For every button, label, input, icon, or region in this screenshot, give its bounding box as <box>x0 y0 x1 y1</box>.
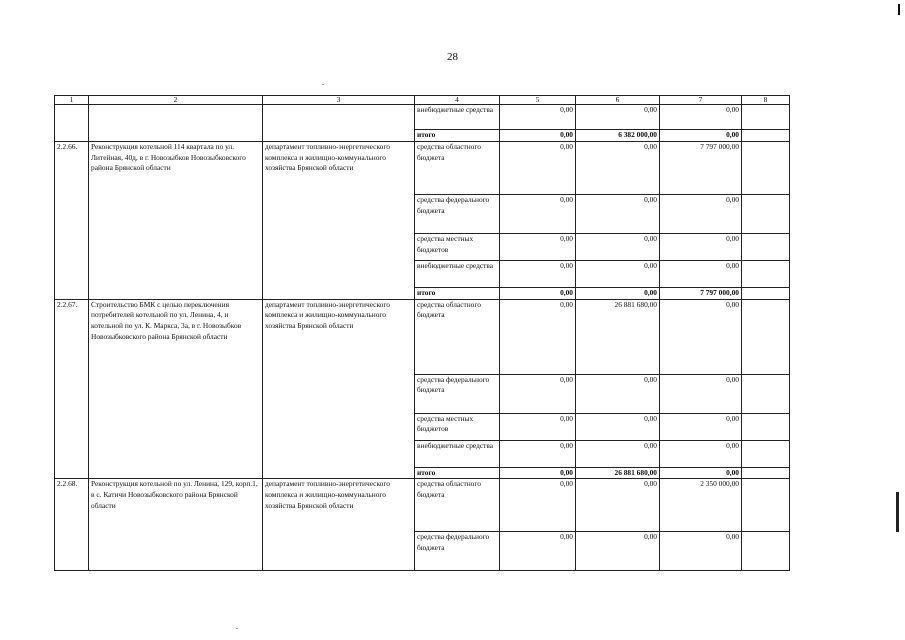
amount-col5: 0,00 <box>500 194 576 233</box>
amount-col5: 0,00 <box>500 413 576 440</box>
scan-edge-mark-lower <box>896 492 899 532</box>
column-number: 8 <box>742 96 790 105</box>
table-row <box>55 299 790 374</box>
column-number-row <box>55 96 790 105</box>
amount-col6: 26 881 680,00 <box>576 467 660 479</box>
amount-col7: 7 797 000,00 <box>660 287 742 299</box>
col8-cell <box>742 299 790 374</box>
amount-col6: 0,00 <box>576 233 660 260</box>
col8-cell <box>742 532 790 571</box>
amount-col7: 0,00 <box>660 105 742 130</box>
col8-cell <box>742 479 790 532</box>
col8-cell <box>742 141 790 194</box>
column-number: 1 <box>55 96 89 105</box>
amount-col6: 0,00 <box>576 532 660 571</box>
amount-col6: 0,00 <box>576 374 660 413</box>
amount-col5: 0,00 <box>500 141 576 194</box>
amount-col7: 0,00 <box>660 467 742 479</box>
funding-source: средства федерального бюджета <box>415 532 500 571</box>
item-number: 2.2.68. <box>55 479 89 571</box>
item-executor: департамент топливно-энергетического комплекса и жилищно-коммунального хозяйства Брянской области <box>263 141 415 299</box>
amount-col7: 0,00 <box>660 440 742 467</box>
table-row <box>55 105 790 130</box>
amount-col5: 0,00 <box>500 260 576 287</box>
amount-col6: 0,00 <box>576 260 660 287</box>
item-name: Строительство БМК с целью переключения потребителей котельной по ул. Ленина, 4, и котельной по ул. К. Маркса, 3а, в г. Новозыбков Новозыбковского района Брянской области <box>89 299 263 479</box>
amount-col7: 0,00 <box>660 413 742 440</box>
amount-col5: 0,00 <box>500 374 576 413</box>
funding-source: средства местных бюджетов <box>415 233 500 260</box>
funding-source: средства федерального бюджета <box>415 374 500 413</box>
funding-source: средства областного бюджета <box>415 479 500 532</box>
col8-cell <box>742 260 790 287</box>
scan-speck <box>322 84 324 85</box>
amount-col5: 0,00 <box>500 467 576 479</box>
table-row <box>55 141 790 194</box>
executor-cell <box>263 105 415 142</box>
col8-cell <box>742 467 790 479</box>
item-name: Реконструкция котельной 114 квартала по ул. Литейная, 40д, в г. Новозыбков Новозыбковского района Брянской области <box>89 141 263 299</box>
funding-source-total: итого <box>415 287 500 299</box>
column-number: 2 <box>89 96 263 105</box>
amount-col7: 0,00 <box>660 532 742 571</box>
item-number: 2.2.66. <box>55 141 89 299</box>
column-number: 4 <box>415 96 500 105</box>
funding-source: средства местных бюджетов <box>415 413 500 440</box>
col8-cell <box>742 440 790 467</box>
amount-col7: 0,00 <box>660 260 742 287</box>
amount-col6: 0,00 <box>576 440 660 467</box>
col8-cell <box>742 194 790 233</box>
funding-source: внебюджетные средства <box>415 440 500 467</box>
page-number: 28 <box>447 51 458 63</box>
amount-col6: 0,00 <box>576 105 660 130</box>
column-number: 6 <box>576 96 660 105</box>
column-number: 7 <box>660 96 742 105</box>
scan-edge-mark <box>898 4 900 15</box>
funding-source-total: итого <box>415 467 500 479</box>
amount-col5: 0,00 <box>500 440 576 467</box>
funding-source: внебюджетные средства <box>415 260 500 287</box>
col8-cell <box>742 130 790 142</box>
funding-source: средства областного бюджета <box>415 141 500 194</box>
col8-cell <box>742 287 790 299</box>
col8-cell <box>742 233 790 260</box>
col8-cell <box>742 105 790 130</box>
scan-speck <box>236 628 238 629</box>
amount-col7: 0,00 <box>660 299 742 374</box>
funding-source: средства областного бюджета <box>415 299 500 374</box>
amount-col7: 0,00 <box>660 233 742 260</box>
item-name: Реконструкция котельной по ул. Ленина, 129, корп.1, в с. Катичи Новозыбковского района Брянской области <box>89 479 263 571</box>
amount-col5: 0,00 <box>500 105 576 130</box>
col8-cell <box>742 413 790 440</box>
amount-col6: 26 881 680,00 <box>576 299 660 374</box>
amount-col7: 7 797 000,00 <box>660 141 742 194</box>
amount-col5: 0,00 <box>500 479 576 532</box>
column-number: 5 <box>500 96 576 105</box>
amount-col5: 0,00 <box>500 287 576 299</box>
funding-source: внебюджетные средства <box>415 105 500 130</box>
amount-col5: 0,00 <box>500 233 576 260</box>
item-executor: департамент топливно-энергетического комплекса и жилищно-коммунального хозяйства Брянской области <box>263 299 415 479</box>
funding-source-total: итого <box>415 130 500 142</box>
column-number: 3 <box>263 96 415 105</box>
amount-col6: 0,00 <box>576 287 660 299</box>
item-number-cell <box>55 105 89 142</box>
budget-table <box>54 95 790 571</box>
amount-col6: 0,00 <box>576 194 660 233</box>
amount-col5: 0,00 <box>500 299 576 374</box>
amount-col6: 0,00 <box>576 413 660 440</box>
amount-col7: 2 350 000,00 <box>660 479 742 532</box>
amount-col7: 0,00 <box>660 194 742 233</box>
amount-col5: 0,00 <box>500 130 576 142</box>
item-executor: департамент топливно-энергетического комплекса и жилищно-коммунального хозяйства Брянской области <box>263 479 415 571</box>
funding-source: средства федерального бюджета <box>415 194 500 233</box>
table-row <box>55 479 790 532</box>
amount-col5: 0,00 <box>500 532 576 571</box>
amount-col6: 0,00 <box>576 141 660 194</box>
amount-col7: 0,00 <box>660 374 742 413</box>
amount-col6: 0,00 <box>576 479 660 532</box>
amount-col6: 6 382 000,00 <box>576 130 660 142</box>
col8-cell <box>742 374 790 413</box>
item-name-cell <box>89 105 263 142</box>
item-number: 2.2.67. <box>55 299 89 479</box>
amount-col7: 0,00 <box>660 130 742 142</box>
